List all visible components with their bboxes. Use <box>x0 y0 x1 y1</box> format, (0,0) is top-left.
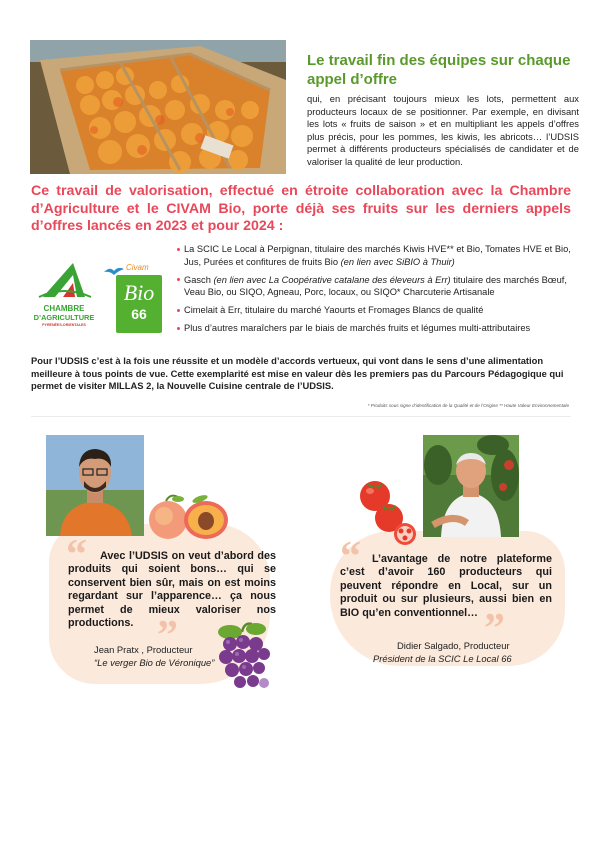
bio-badge <box>116 275 162 333</box>
bio-number: 66 <box>131 306 147 322</box>
list-item: Plus d’autres maraîchers par le biais de marchés fruits et légumes multi-attributaires <box>177 322 577 335</box>
chambre-logo-line1: CHAMBRE <box>43 304 85 313</box>
jean-pratx-photo <box>46 435 144 536</box>
testimonial-author: Jean Pratx , Producteur <box>94 644 193 655</box>
list-item: Gasch (en lien avec La Coopérative catalane des éleveurs à Err) titulaire des marchés Bœuf, Veau Bio, ou SIQO, Agneau, Porc, locaux, ou SIQO* Charcuterie Artisanale <box>177 274 577 299</box>
apricot-crates-photo <box>30 40 286 174</box>
close-quote-icon: ” <box>484 606 505 652</box>
testimonial-author: Didier Salgado, Producteur <box>397 640 510 651</box>
civam-bio-66-logo <box>104 259 164 335</box>
section-intro-text: qui, en précisant toujours mieux les lots, permettent aux producteurs locaux de se positionner. Par exemple, en divisant les lots « fruits de saison » et en multipliant les appels d’offres plus précis, pour les pommes, les kiwis, les abricots… l’UDSIS permet à différents producteurs spécialisés de candidater et de valoriser la qualité de leur production. <box>307 93 579 167</box>
grapes-illustration <box>216 620 274 692</box>
highlight-headline: Ce travail de valorisation, effectué en étroite collaboration avec la Chambre d’Agriculture et le CIVAM Bio, porte déjà ses fruits sur les derniers appels d’offres lancés en 2023 et pour 2024 : <box>31 183 571 234</box>
testimonial-quote: L’avantage de notre plateforme c’est d’avoir 160 producteurs qui peuvent répondre en Local, sur un produit ou sur plusieurs, aussi bien en BIO qu’en conventionnel… <box>340 553 552 619</box>
conclusion-paragraph: Pour l’UDSIS c’est à la fois une réussite et un modèle d’accords vertueux, qui vont dans le sens d’une alimentation meilleure à tous points de vue. Cette exemplarité est mise en valeur dès les premiers pas du Parcours Pédagogique qui permet de visiter MILLAS 2, la Nouvelle Cuisine centrale de l’UDSIS. <box>31 355 564 392</box>
open-quote-icon: “ <box>66 532 87 578</box>
bio-label: Bio <box>123 280 155 305</box>
chambre-logo-line2: D’AGRICULTURE <box>33 313 95 322</box>
list-item: La SCIC Le Local à Perpignan, titulaire des marchés Kiwis HVE** et Bio, Tomates HVE et Bio, Jus, Purées et confitures de fruits Bio (en lien avec SiBIO à Thuir) <box>177 243 577 268</box>
civam-label: Civam <box>126 263 149 272</box>
testimonial-quote: Avec l’UDSIS on veut d’abord des produits qui soient bons… qui se conservent bien sûr, mais on est moins regardant sur l’apparence… ça nous permet de mieux valoriser nos productions. <box>68 550 276 630</box>
chambre-agriculture-emblem-icon <box>33 259 95 299</box>
list-item: Cimelait à Err, titulaire du marché Yaourts et Fromages Blancs de qualité <box>177 304 577 317</box>
section-title: Le travail fin des équipes sur chaque appel d’offre <box>307 52 571 88</box>
chambre-agriculture-logo <box>33 259 95 329</box>
chambre-logo-line3: PYRÉNÉES-ORIENTALES <box>42 323 86 327</box>
partners-list <box>177 243 577 341</box>
close-quote-icon: ” <box>157 613 178 659</box>
testimonial-role: Président de la SCIC Le Local 66 <box>373 653 512 664</box>
tomatoes-illustration <box>355 474 427 546</box>
open-quote-icon: “ <box>340 534 361 580</box>
didier-salgado-photo <box>423 435 519 537</box>
testimonial-role: “Le verger Bio de Véronique” <box>94 657 215 668</box>
bird-icon <box>104 263 124 273</box>
footnote: * Produits sous signe d’identification de la Qualité et de l’Origine ** Haute Valeur Environnementale <box>367 403 569 408</box>
divider <box>31 416 571 417</box>
peach-illustration <box>148 493 230 540</box>
